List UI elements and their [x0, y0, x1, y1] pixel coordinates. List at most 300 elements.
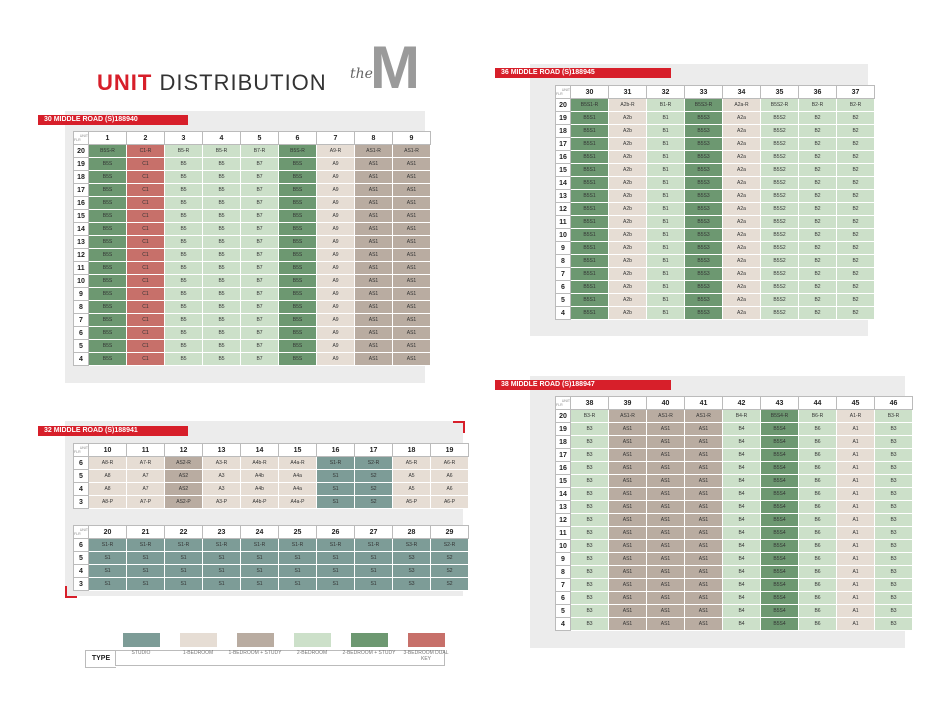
unit-cell: B5S [89, 236, 127, 249]
unit-cell: B7 [241, 262, 279, 275]
floor-label: 11 [556, 527, 571, 540]
stack-header: 21 [127, 526, 165, 539]
unit-cell: AS1 [647, 488, 685, 501]
unit-cell: C1 [127, 314, 165, 327]
unit-cell: B3 [571, 501, 609, 514]
unit-cell: S1 [165, 552, 203, 565]
unit-cell: B3 [571, 566, 609, 579]
unit-cell: B5S [279, 249, 317, 262]
unit-cell: A1 [837, 501, 875, 514]
unit-cell: B7 [241, 340, 279, 353]
floor-row [74, 340, 431, 353]
unit-cell: B5S [89, 275, 127, 288]
unit-cell: C1 [127, 210, 165, 223]
unit-cell: B5 [203, 197, 241, 210]
unit-cell: AS1 [647, 449, 685, 462]
unit-cell: C1-R [127, 145, 165, 158]
unit-cell: B5S1 [571, 177, 609, 190]
floor-label: 12 [74, 249, 89, 262]
unit-cell: B2 [837, 268, 875, 281]
unit-cell: AS1 [647, 475, 685, 488]
unit-cell: C1 [127, 158, 165, 171]
unit-cell: B5S1 [571, 151, 609, 164]
unit-cell: AS1 [393, 353, 431, 366]
legend-label: 1-BEDROOM [182, 650, 214, 656]
unit-cell: S2 [355, 496, 393, 509]
unit-cell: A2a [723, 151, 761, 164]
unit-cell: AS1 [393, 171, 431, 184]
block-a-grid [73, 131, 431, 366]
unit-cell: B5S3 [685, 242, 723, 255]
unit-cell: B5 [165, 301, 203, 314]
stack-header: 25 [279, 526, 317, 539]
unit-cell: B5S2 [761, 151, 799, 164]
unit-cell: S1-R [279, 539, 317, 552]
unit-cell: B1 [647, 281, 685, 294]
unit-cell: A2a [723, 268, 761, 281]
unit-cell: A9 [317, 249, 355, 262]
unit-cell: B5S3 [685, 307, 723, 320]
unit-cell: AS1 [355, 275, 393, 288]
unit-cell: AS1 [685, 592, 723, 605]
stack-header: 27 [355, 526, 393, 539]
unit-cell: B6 [799, 618, 837, 631]
unit-cell: B2-R [799, 99, 837, 112]
floor-label: 20 [556, 99, 571, 112]
floor-row [556, 514, 913, 527]
unit-cell: C1 [127, 236, 165, 249]
unit-cell: B5 [203, 288, 241, 301]
floor-label: 16 [556, 151, 571, 164]
floor-row [556, 605, 913, 618]
corner-label-unit: UNIT [79, 134, 88, 138]
floor-row [556, 294, 875, 307]
unit-cell: A2b [609, 281, 647, 294]
unit-cell: AS1 [393, 236, 431, 249]
unit-cell: A2a [723, 294, 761, 307]
floor-row [556, 177, 875, 190]
unit-cell: AS1 [393, 301, 431, 314]
stack-header: 39 [609, 397, 647, 410]
unit-cell: B3 [571, 579, 609, 592]
unit-cell: AS1 [609, 605, 647, 618]
unit-cell: AS1 [685, 449, 723, 462]
unit-cell: B5 [165, 171, 203, 184]
unit-cell: A2b [609, 112, 647, 125]
unit-cell: S1 [279, 552, 317, 565]
unit-cell: B3 [875, 501, 913, 514]
unit-cell: AS1 [355, 210, 393, 223]
unit-cell: B2 [837, 177, 875, 190]
unit-cell: C1 [127, 327, 165, 340]
unit-cell: B5 [203, 249, 241, 262]
unit-cell: AS1 [685, 553, 723, 566]
logo-script: the [350, 66, 373, 82]
unit-cell: B3 [571, 592, 609, 605]
unit-cell: B5S4 [761, 488, 799, 501]
unit-cell: AS1 [685, 462, 723, 475]
unit-cell: B6 [799, 423, 837, 436]
unit-cell: B5-R [165, 145, 203, 158]
unit-cell: A2b [609, 164, 647, 177]
block-a-name: 30 MIDDLE ROAD (S)188940 [38, 115, 188, 125]
unit-cell: S2-R [355, 457, 393, 470]
floor-label: 19 [556, 112, 571, 125]
floor-label: 17 [74, 184, 89, 197]
unit-cell: A2b-R [609, 99, 647, 112]
unit-cell: A9-R [317, 145, 355, 158]
unit-cell: A1 [837, 462, 875, 475]
unit-cell: B7 [241, 171, 279, 184]
unit-cell: B6 [799, 553, 837, 566]
unit-cell: B3-R [875, 410, 913, 423]
unit-cell: B7 [241, 197, 279, 210]
unit-cell: B2 [799, 125, 837, 138]
unit-cell: A4b-R [241, 457, 279, 470]
unit-cell: B6 [799, 605, 837, 618]
floor-row [556, 553, 913, 566]
unit-cell: A2a [723, 229, 761, 242]
unit-cell: B6 [799, 488, 837, 501]
corner-label-floor: FLR [556, 92, 563, 96]
unit-cell: B5S2 [761, 281, 799, 294]
unit-cell: B5S4 [761, 449, 799, 462]
unit-cell: B5S [279, 340, 317, 353]
floor-label: 4 [556, 307, 571, 320]
unit-cell: B2 [799, 112, 837, 125]
unit-cell: S3 [393, 565, 431, 578]
unit-cell: AS1 [685, 436, 723, 449]
stack-header: 37 [837, 86, 875, 99]
unit-cell: B6 [799, 501, 837, 514]
unit-cell: A4a-R [279, 457, 317, 470]
unit-cell: B3 [875, 592, 913, 605]
unit-cell: A9 [317, 223, 355, 236]
unit-cell: A2b [609, 216, 647, 229]
unit-cell: S1 [317, 578, 355, 591]
unit-cell: B7-R [241, 145, 279, 158]
unit-cell: AS1 [647, 579, 685, 592]
corner-label-cell [74, 444, 89, 457]
unit-cell: AS1 [685, 501, 723, 514]
unit-cell: C1 [127, 184, 165, 197]
floor-label: 10 [74, 275, 89, 288]
unit-cell: A6 [431, 470, 469, 483]
unit-cell: AS1-R [355, 145, 393, 158]
unit-cell: B6 [799, 527, 837, 540]
floor-row [556, 190, 875, 203]
unit-cell: B5S3-R [685, 99, 723, 112]
unit-cell: AS1 [393, 158, 431, 171]
floor-row [556, 216, 875, 229]
corner-label-floor: FLR [74, 138, 81, 142]
block-e-grid [73, 525, 469, 591]
floor-label: 5 [74, 340, 89, 353]
block-b-name: 36 MIDDLE ROAD (S)188945 [495, 68, 671, 78]
stack-header: 2 [127, 132, 165, 145]
unit-cell: A2b [609, 177, 647, 190]
unit-cell: S2 [431, 565, 469, 578]
unit-cell: AS1 [355, 288, 393, 301]
unit-cell: B5S1 [571, 281, 609, 294]
unit-cell: B1 [647, 203, 685, 216]
unit-cell: B2 [799, 294, 837, 307]
unit-cell: AS1 [393, 223, 431, 236]
unit-cell: B2 [837, 138, 875, 151]
unit-cell: A1-R [837, 410, 875, 423]
floor-row [74, 145, 431, 158]
unit-cell: S1 [165, 578, 203, 591]
stack-header: 11 [127, 444, 165, 457]
unit-cell: A9 [317, 184, 355, 197]
unit-cell: S1 [317, 552, 355, 565]
unit-cell: B3 [875, 423, 913, 436]
unit-cell: A5-P [393, 496, 431, 509]
unit-cell: A2a [723, 125, 761, 138]
unit-cell: AS1 [355, 301, 393, 314]
unit-cell: A2a [723, 190, 761, 203]
unit-cell: B5 [203, 158, 241, 171]
unit-cell: B2 [837, 151, 875, 164]
unit-cell: AS1 [647, 527, 685, 540]
unit-cell: B5S4 [761, 566, 799, 579]
corner-label-cell [74, 526, 89, 539]
floor-row [556, 592, 913, 605]
floor-row [556, 462, 913, 475]
unit-cell: B2 [837, 216, 875, 229]
unit-cell: B5S3 [685, 216, 723, 229]
unit-cell: B3 [571, 605, 609, 618]
unit-cell: B2 [799, 229, 837, 242]
unit-cell: A6-P [431, 496, 469, 509]
unit-cell: A9 [317, 275, 355, 288]
unit-cell: B2 [799, 242, 837, 255]
unit-cell: B2 [799, 151, 837, 164]
floor-label: 17 [556, 138, 571, 151]
unit-cell: B6 [799, 475, 837, 488]
unit-cell: B6 [799, 449, 837, 462]
unit-cell: B5S2 [761, 125, 799, 138]
unit-cell: AS1 [647, 514, 685, 527]
floor-label: 3 [74, 496, 89, 509]
unit-cell: A2b [609, 125, 647, 138]
unit-cell: B5S3 [685, 177, 723, 190]
unit-cell: B6 [799, 592, 837, 605]
floor-label: 19 [556, 423, 571, 436]
floor-label: 4 [556, 618, 571, 631]
unit-cell: B5S3 [685, 294, 723, 307]
stack-header: 28 [393, 526, 431, 539]
unit-cell: B3 [875, 566, 913, 579]
unit-cell: AS1 [685, 475, 723, 488]
unit-cell: B5 [165, 249, 203, 262]
unit-cell: A4b [241, 483, 279, 496]
unit-cell: AS2-P [165, 496, 203, 509]
unit-cell: B1 [647, 255, 685, 268]
page-title [97, 70, 327, 96]
unit-cell: B2 [799, 255, 837, 268]
floor-row [556, 203, 875, 216]
floor-row [556, 527, 913, 540]
unit-cell: A3 [203, 470, 241, 483]
floor-row [74, 539, 469, 552]
unit-cell: B5S [89, 210, 127, 223]
stack-header: 10 [89, 444, 127, 457]
legend-swatch [408, 633, 445, 647]
unit-cell: B1 [647, 229, 685, 242]
floor-row [556, 268, 875, 281]
unit-cell: B5 [203, 301, 241, 314]
unit-cell: B5 [165, 262, 203, 275]
floor-row [74, 470, 469, 483]
unit-cell: B1 [647, 151, 685, 164]
floor-row [556, 242, 875, 255]
unit-cell: AS1 [647, 540, 685, 553]
stack-header: 19 [431, 444, 469, 457]
floor-row [74, 249, 431, 262]
unit-cell: B5S [279, 288, 317, 301]
unit-cell: B4 [723, 462, 761, 475]
unit-cell: A2a [723, 307, 761, 320]
unit-cell: B4 [723, 501, 761, 514]
unit-cell: AS1 [393, 340, 431, 353]
floor-label: 8 [556, 566, 571, 579]
unit-cell: B5 [165, 197, 203, 210]
unit-cell: B2 [799, 164, 837, 177]
legend-swatch [237, 633, 274, 647]
unit-cell: A4a-P [279, 496, 317, 509]
unit-cell: C1 [127, 262, 165, 275]
unit-cell: A1 [837, 553, 875, 566]
unit-cell: B4 [723, 475, 761, 488]
floor-row [556, 164, 875, 177]
unit-cell: AS1 [685, 527, 723, 540]
unit-cell: B6 [799, 579, 837, 592]
unit-cell: B3 [875, 540, 913, 553]
unit-cell: B5S1 [571, 112, 609, 125]
stack-header: 17 [355, 444, 393, 457]
unit-cell: A9 [317, 301, 355, 314]
floor-label: 10 [556, 229, 571, 242]
floor-row [556, 307, 875, 320]
unit-cell: B4 [723, 618, 761, 631]
unit-cell: S1 [279, 578, 317, 591]
unit-cell: B4 [723, 566, 761, 579]
stack-header: 20 [89, 526, 127, 539]
unit-cell: A9 [317, 288, 355, 301]
unit-cell: S1 [165, 565, 203, 578]
unit-cell: AS1 [609, 540, 647, 553]
unit-cell: B5S3 [685, 112, 723, 125]
stack-header: 44 [799, 397, 837, 410]
floor-label: 15 [74, 210, 89, 223]
floor-row [556, 99, 875, 112]
unit-cell: B5S1 [571, 268, 609, 281]
unit-cell: A3-P [203, 496, 241, 509]
unit-cell: AS1 [393, 197, 431, 210]
unit-cell: B2 [799, 216, 837, 229]
unit-cell: B2 [837, 125, 875, 138]
unit-cell: S1 [317, 483, 355, 496]
unit-cell: B3 [571, 462, 609, 475]
unit-cell: A6-R [431, 457, 469, 470]
unit-cell: B3 [571, 488, 609, 501]
unit-cell: B5S3 [685, 281, 723, 294]
unit-cell: A7 [127, 483, 165, 496]
unit-cell: AS1 [355, 158, 393, 171]
unit-cell: B5S4 [761, 436, 799, 449]
unit-cell: AS1 [647, 462, 685, 475]
unit-cell: B2 [799, 281, 837, 294]
unit-cell: S1 [127, 578, 165, 591]
unit-cell: B5S4 [761, 527, 799, 540]
floor-label: 14 [556, 177, 571, 190]
unit-cell: B5 [203, 223, 241, 236]
unit-cell: B5S1-R [571, 99, 609, 112]
unit-cell: B6 [799, 514, 837, 527]
unit-cell: B5 [165, 327, 203, 340]
floor-row [556, 138, 875, 151]
floor-row [556, 229, 875, 242]
unit-cell: A2b [609, 138, 647, 151]
unit-cell: B5S4 [761, 540, 799, 553]
unit-cell: B5S1 [571, 203, 609, 216]
unit-cell: B5S [279, 210, 317, 223]
unit-cell: B5S2 [761, 255, 799, 268]
unit-cell: AS1-R [685, 410, 723, 423]
unit-cell: B5S [279, 184, 317, 197]
unit-cell: S1-R [89, 539, 127, 552]
logo-letter: M [370, 34, 420, 101]
corner-label-unit: UNIT [561, 399, 570, 403]
stack-header: 16 [317, 444, 355, 457]
unit-cell: AS1 [609, 449, 647, 462]
unit-cell: B3 [875, 618, 913, 631]
legend-label: STUDIO [131, 650, 151, 656]
block-d-grid [73, 443, 469, 509]
floor-row [556, 112, 875, 125]
unit-cell: A2b [609, 294, 647, 307]
floor-label: 19 [74, 158, 89, 171]
stack-header: 15 [279, 444, 317, 457]
unit-cell: AS1 [647, 553, 685, 566]
unit-cell: B4 [723, 540, 761, 553]
unit-cell: AS1 [647, 436, 685, 449]
unit-cell: A4b-P [241, 496, 279, 509]
unit-cell: B3 [875, 514, 913, 527]
floor-label: 15 [556, 164, 571, 177]
floor-row [556, 579, 913, 592]
floor-label: 7 [556, 579, 571, 592]
floor-row [556, 151, 875, 164]
corner-label-cell [556, 86, 571, 99]
unit-cell: A7 [127, 470, 165, 483]
unit-cell: B5S2 [761, 190, 799, 203]
unit-cell: B5-R [203, 145, 241, 158]
stack-header: 22 [165, 526, 203, 539]
floor-row [556, 566, 913, 579]
unit-cell: A9 [317, 262, 355, 275]
unit-cell: A2a-R [723, 99, 761, 112]
floor-label: 20 [74, 145, 89, 158]
unit-cell: AS1 [647, 423, 685, 436]
unit-cell: B3 [875, 449, 913, 462]
unit-cell: AS2-R [165, 457, 203, 470]
floor-row [74, 158, 431, 171]
floor-label: 4 [74, 353, 89, 366]
unit-cell: A2a [723, 216, 761, 229]
unit-cell: B5S2 [761, 112, 799, 125]
